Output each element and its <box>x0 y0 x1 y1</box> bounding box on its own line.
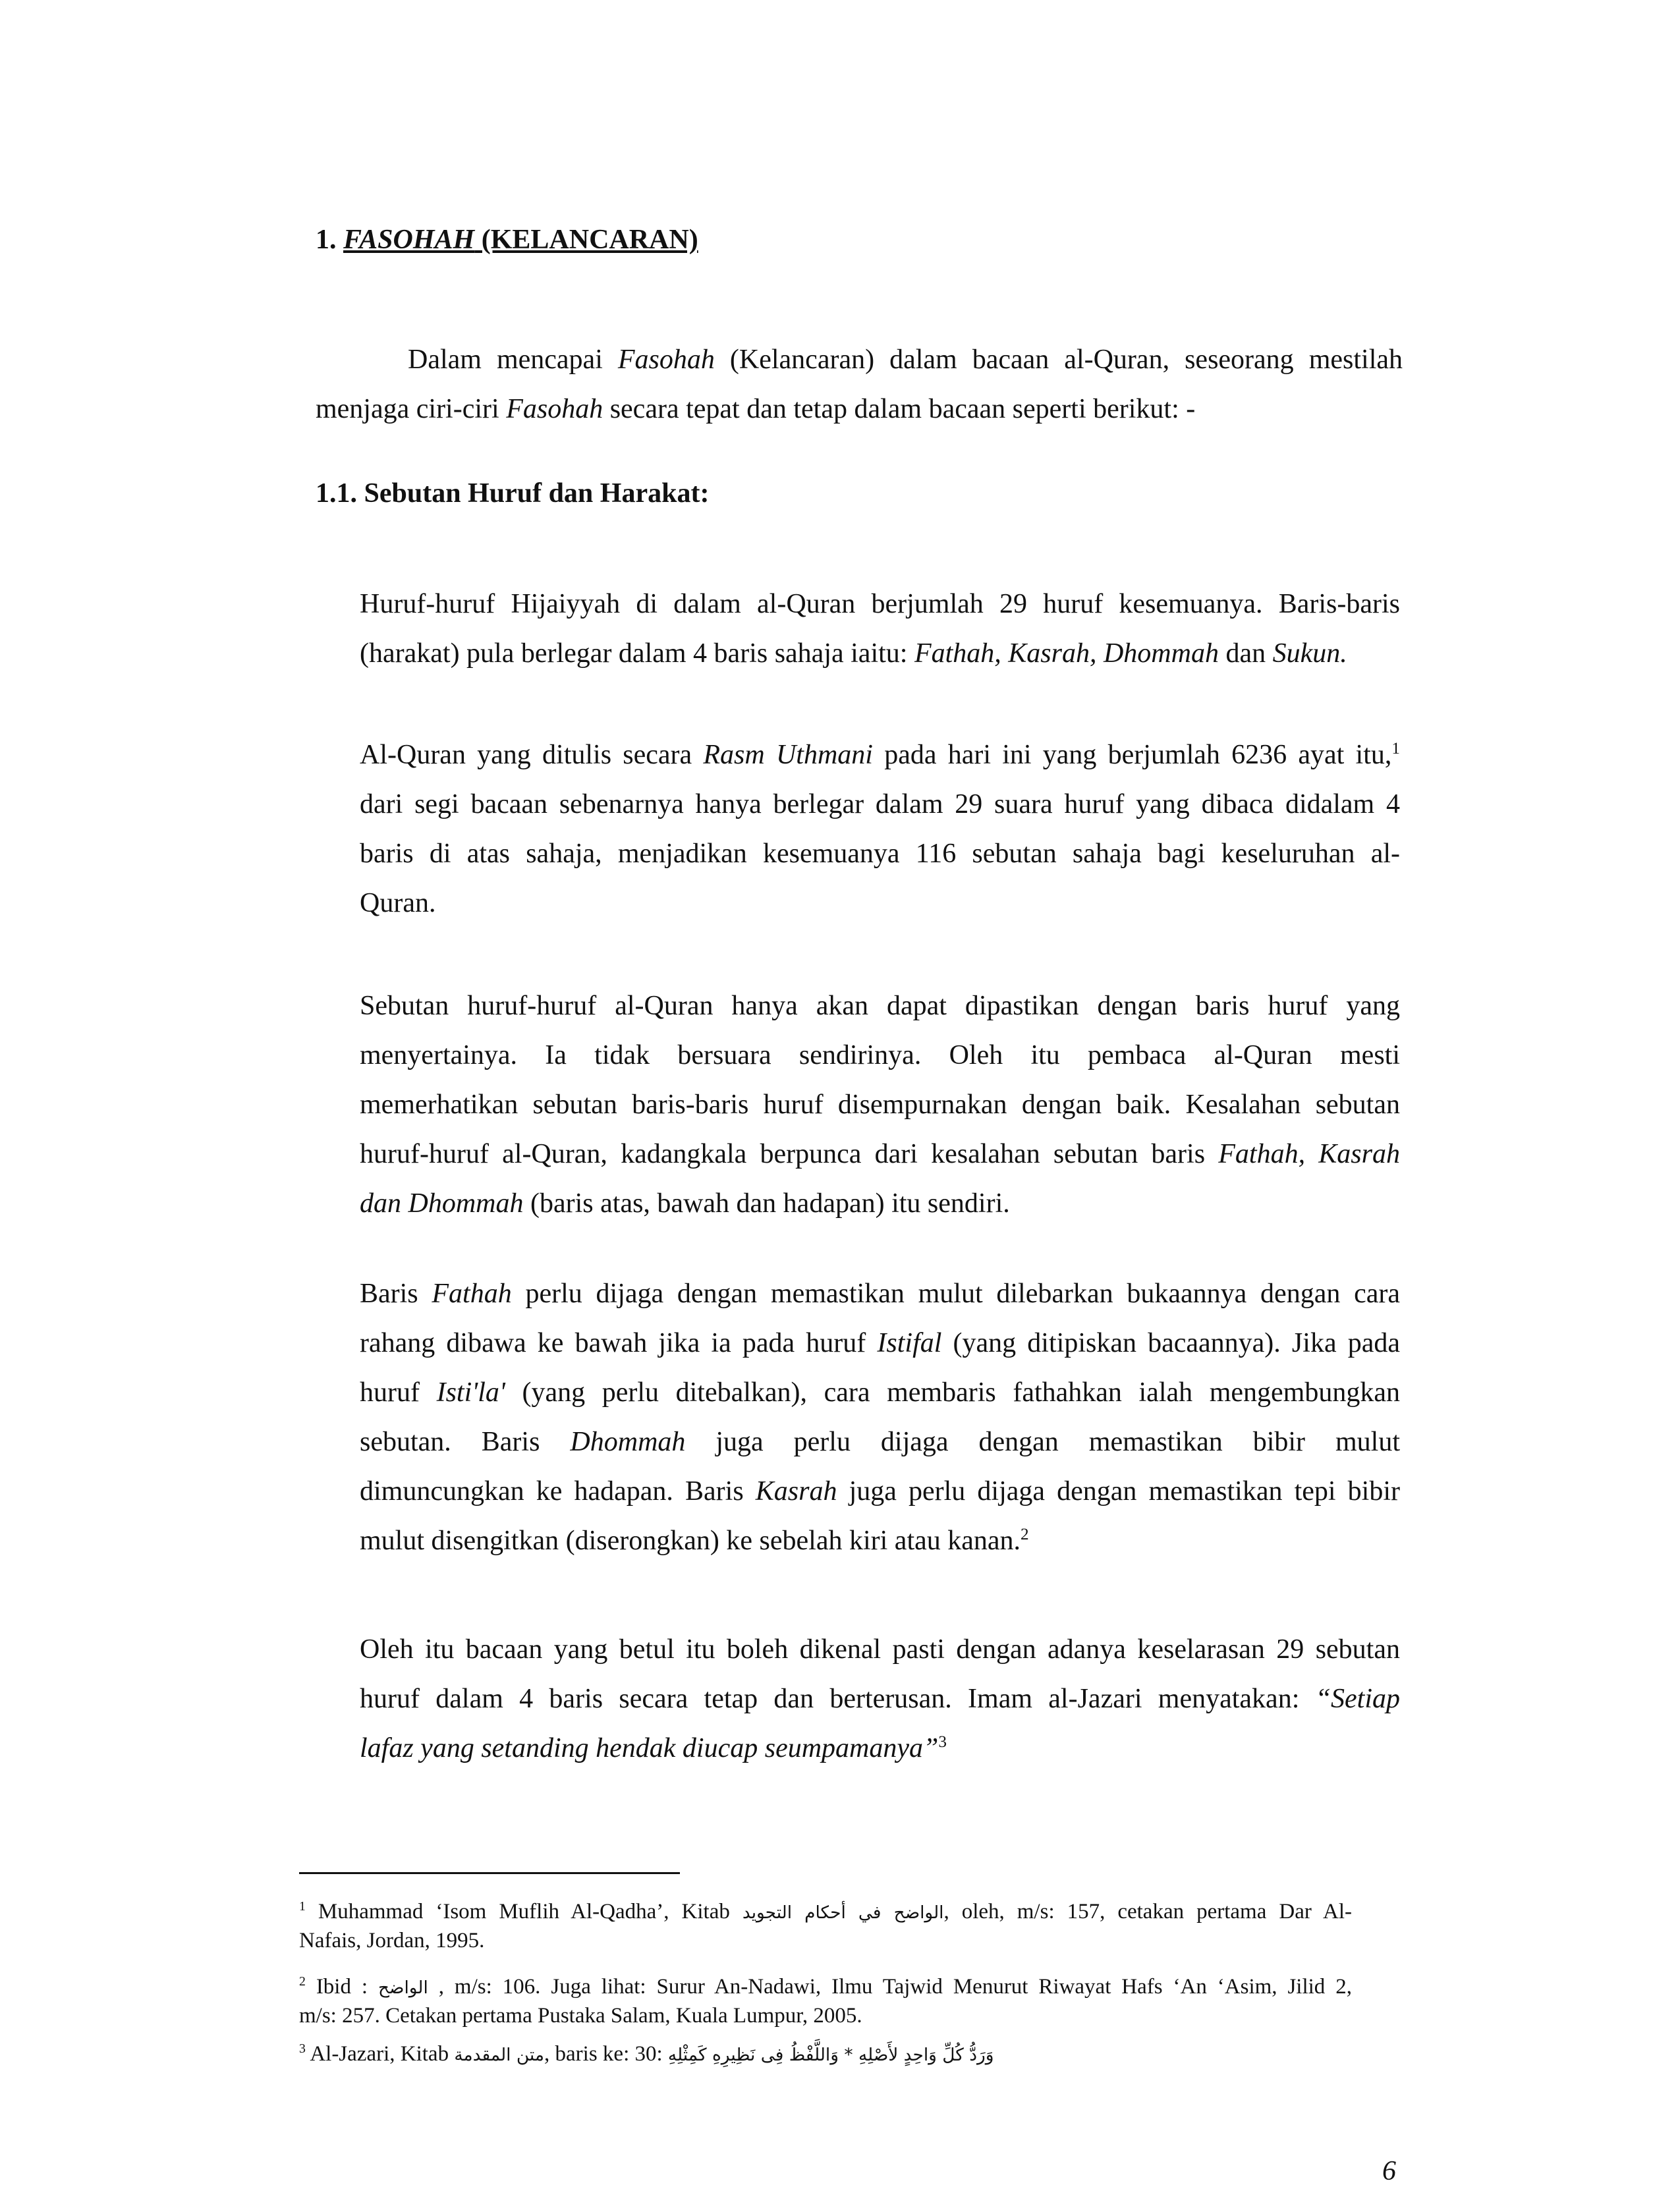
footnote-ref: 2 <box>1021 1526 1029 1543</box>
text-line <box>360 1269 1400 1319</box>
text-line <box>360 1625 1400 1675</box>
italic-term: Fathah, Kasrah <box>1218 1139 1400 1169</box>
text-run: mulut disengitkan (diserongkan) ke sebelah kiri atau kanan. <box>360 1526 1021 1556</box>
text-line <box>360 1130 1400 1179</box>
text-run: baris di atas sahaja, menjadikan kesemuanya 116 sebutan sahaja bagi keseluruhan al- <box>360 839 1400 869</box>
italic-term: Sukun. <box>1272 638 1347 669</box>
text-line <box>360 629 1400 678</box>
text-run: , m/s: 106. Juga lihat: Surur An-Nadawi, Ilmu Tajwid Menurut Riwayat Hafs ‘An ‘Asim, Jilid 2, <box>428 1975 1352 1999</box>
italic-term: lafaz yang setanding hendak diucap seumpamanya” <box>360 1733 939 1763</box>
text-line <box>360 731 1400 780</box>
arabic-text: وَرَدُّ كُلِّ وَاحِدٍ لأَصْلِهِ * وَاللَّفْظُ فِى نَظِيرِهِ كَمِثْلِهِ <box>667 2045 994 2065</box>
text-run: Al-Quran yang ditulis secara <box>360 740 704 770</box>
text-line <box>316 385 1403 434</box>
text-line <box>299 2039 1352 2068</box>
paragraph-kesimpulan <box>360 1625 1400 1773</box>
arabic-text: متن المقدمة <box>454 2045 545 2065</box>
text-line <box>360 1179 1400 1229</box>
text-run: Ibid : <box>305 1975 378 1999</box>
text-run: dimuncungkan ke hadapan. Baris <box>360 1476 756 1507</box>
text-run: menyertainya. Ia tidak bersuara sendirinya. Oleh itu pembaca al-Quran mesti <box>360 1040 1400 1070</box>
text-run: memerhatikan sebutan baris-baris huruf disempurnakan dengan baik. Kesalahan sebutan <box>360 1090 1400 1120</box>
text-line <box>360 1319 1400 1368</box>
text-run: , oleh, m/s: 157, cetakan pertama Dar Al- <box>943 1900 1352 1924</box>
paragraph-rasm <box>360 731 1400 928</box>
italic-term: Fasohah <box>506 394 603 424</box>
italic-term: dan Dhommah <box>360 1188 524 1219</box>
footnote-2 <box>299 1972 1352 2030</box>
text-line <box>360 1467 1400 1516</box>
italic-term: Isti'la' <box>436 1377 505 1408</box>
section-title-rest: (KELANCARAN) <box>474 225 698 255</box>
text-line <box>360 1724 1400 1773</box>
footnote-ref: 3 <box>299 2041 306 2056</box>
arabic-text: الواضح <box>378 1978 428 1998</box>
text-line <box>360 1080 1400 1130</box>
text-line <box>360 982 1400 1031</box>
italic-term: Istifal <box>877 1328 942 1358</box>
text-run: (baris atas, bawah dan hadapan) itu sendiri. <box>523 1188 1010 1219</box>
text-run: dari segi bacaan sebenarnya hanya berlegar dalam 29 suara huruf yang dibaca didalam 4 <box>360 789 1400 819</box>
paragraph-sebutan <box>360 982 1400 1229</box>
text-run: perlu dijaga dengan memastikan mulut dilebarkan bukaannya dengan cara <box>511 1279 1400 1309</box>
italic-term: Dhommah <box>570 1427 686 1457</box>
text-run: Oleh itu bacaan yang betul itu boleh dikenal pasti dengan adanya keselarasan 29 sebutan <box>360 1634 1400 1665</box>
footnote-ref: 3 <box>938 1733 947 1751</box>
text-line <box>360 1031 1400 1080</box>
text-line <box>299 1897 1352 1926</box>
text-line <box>316 335 1403 385</box>
text-run: m/s: 257. Cetakan pertama Pustaka Salam, Kuala Lumpur, 2005. <box>299 2004 862 2028</box>
footnote-ref: 1 <box>299 1899 306 1914</box>
italic-term: Fathah, Kasrah, Dhommah <box>914 638 1219 669</box>
section-heading <box>316 224 698 256</box>
subsection-heading: 1.1. Sebutan Huruf dan Harakat: <box>316 478 710 509</box>
footnote-ref: 2 <box>299 1974 306 1989</box>
text-run: rahang dibawa ke bawah jika ia pada huruf <box>360 1328 878 1358</box>
text-run: pada hari ini yang berjumlah 6236 ayat itu, <box>872 740 1392 770</box>
footnote-3 <box>299 2039 1352 2068</box>
text-run: Sebutan huruf-huruf al-Quran hanya akan dapat dipastikan dengan baris huruf yang <box>360 991 1400 1021</box>
text-line <box>360 1516 1400 1566</box>
text-line <box>360 1418 1400 1467</box>
text-line <box>299 1972 1352 2001</box>
paragraph-intro <box>316 335 1403 434</box>
footnote-separator <box>299 1872 680 1874</box>
arabic-text: الواضح في أحكام التجويد <box>742 1902 944 1923</box>
section-number: 1. <box>316 225 337 255</box>
text-run: (harakat) pula berlegar dalam 4 baris sahaja iaitu: <box>360 638 914 669</box>
text-run: Dalam mencapai <box>408 345 618 375</box>
text-line <box>360 829 1400 879</box>
text-line <box>360 1675 1400 1724</box>
text-run: juga perlu dijaga dengan memastikan bibir mulut <box>685 1427 1400 1457</box>
text-run: huruf-huruf al-Quran, kadangkala berpunca dari kesalahan sebutan baris <box>360 1139 1219 1169</box>
page-number: 6 <box>1382 2156 1396 2186</box>
text-line <box>360 1368 1400 1418</box>
italic-term: Fathah <box>432 1279 512 1309</box>
text-run: Baris <box>360 1279 432 1309</box>
text-run: sebutan. Baris <box>360 1427 571 1457</box>
text-run: menjaga ciri-ciri <box>316 394 507 424</box>
text-run: secara tepat dan tetap dalam bacaan seperti berikut: - <box>603 394 1196 424</box>
italic-term: Rasm Uthmani <box>703 740 873 770</box>
text-line <box>299 2001 1352 2030</box>
text-run: dan <box>1218 638 1273 669</box>
text-line <box>299 1926 1352 1955</box>
footnote-1 <box>299 1897 1352 1955</box>
text-run: (yang perlu ditebalkan), cara membaris fathahkan ialah mengembungkan <box>505 1377 1400 1408</box>
text-run: Al-Jazari, Kitab <box>305 2042 455 2066</box>
text-run: Muhammad ‘Isom Muflih Al-Qadha’, Kitab <box>305 1900 742 1924</box>
footnote-ref: 1 <box>1391 740 1400 758</box>
text-run: huruf <box>360 1377 437 1408</box>
italic-term: Fasohah <box>617 345 715 375</box>
text-run: , baris ke: 30: <box>544 2042 668 2066</box>
italic-term: “Setiap <box>1315 1684 1400 1714</box>
text-line <box>360 580 1400 629</box>
text-run: (yang ditipiskan bacaannya). Jika pada <box>941 1328 1400 1358</box>
text-run: Quran. <box>360 888 436 918</box>
text-run: juga perlu dijaga dengan memastikan tepi bibir <box>837 1476 1400 1507</box>
paragraph-huruf <box>360 580 1400 678</box>
paragraph-baris <box>360 1269 1400 1566</box>
text-run: huruf dalam 4 baris secara tetap dan berterusan. Imam al-Jazari menyatakan: <box>360 1684 1316 1714</box>
text-line <box>360 780 1400 829</box>
text-line <box>360 879 1400 928</box>
text-run: (Kelancaran) dalam bacaan al-Quran, seseorang mestilah <box>714 345 1403 375</box>
text-run: Huruf-huruf Hijaiyyah di dalam al-Quran berjumlah 29 huruf kesemuanya. Baris-baris <box>360 589 1400 619</box>
italic-term: Kasrah <box>755 1476 837 1507</box>
text-run: Nafais, Jordan, 1995. <box>299 1929 485 1952</box>
section-title-italic: FASOHAH <box>343 225 475 255</box>
